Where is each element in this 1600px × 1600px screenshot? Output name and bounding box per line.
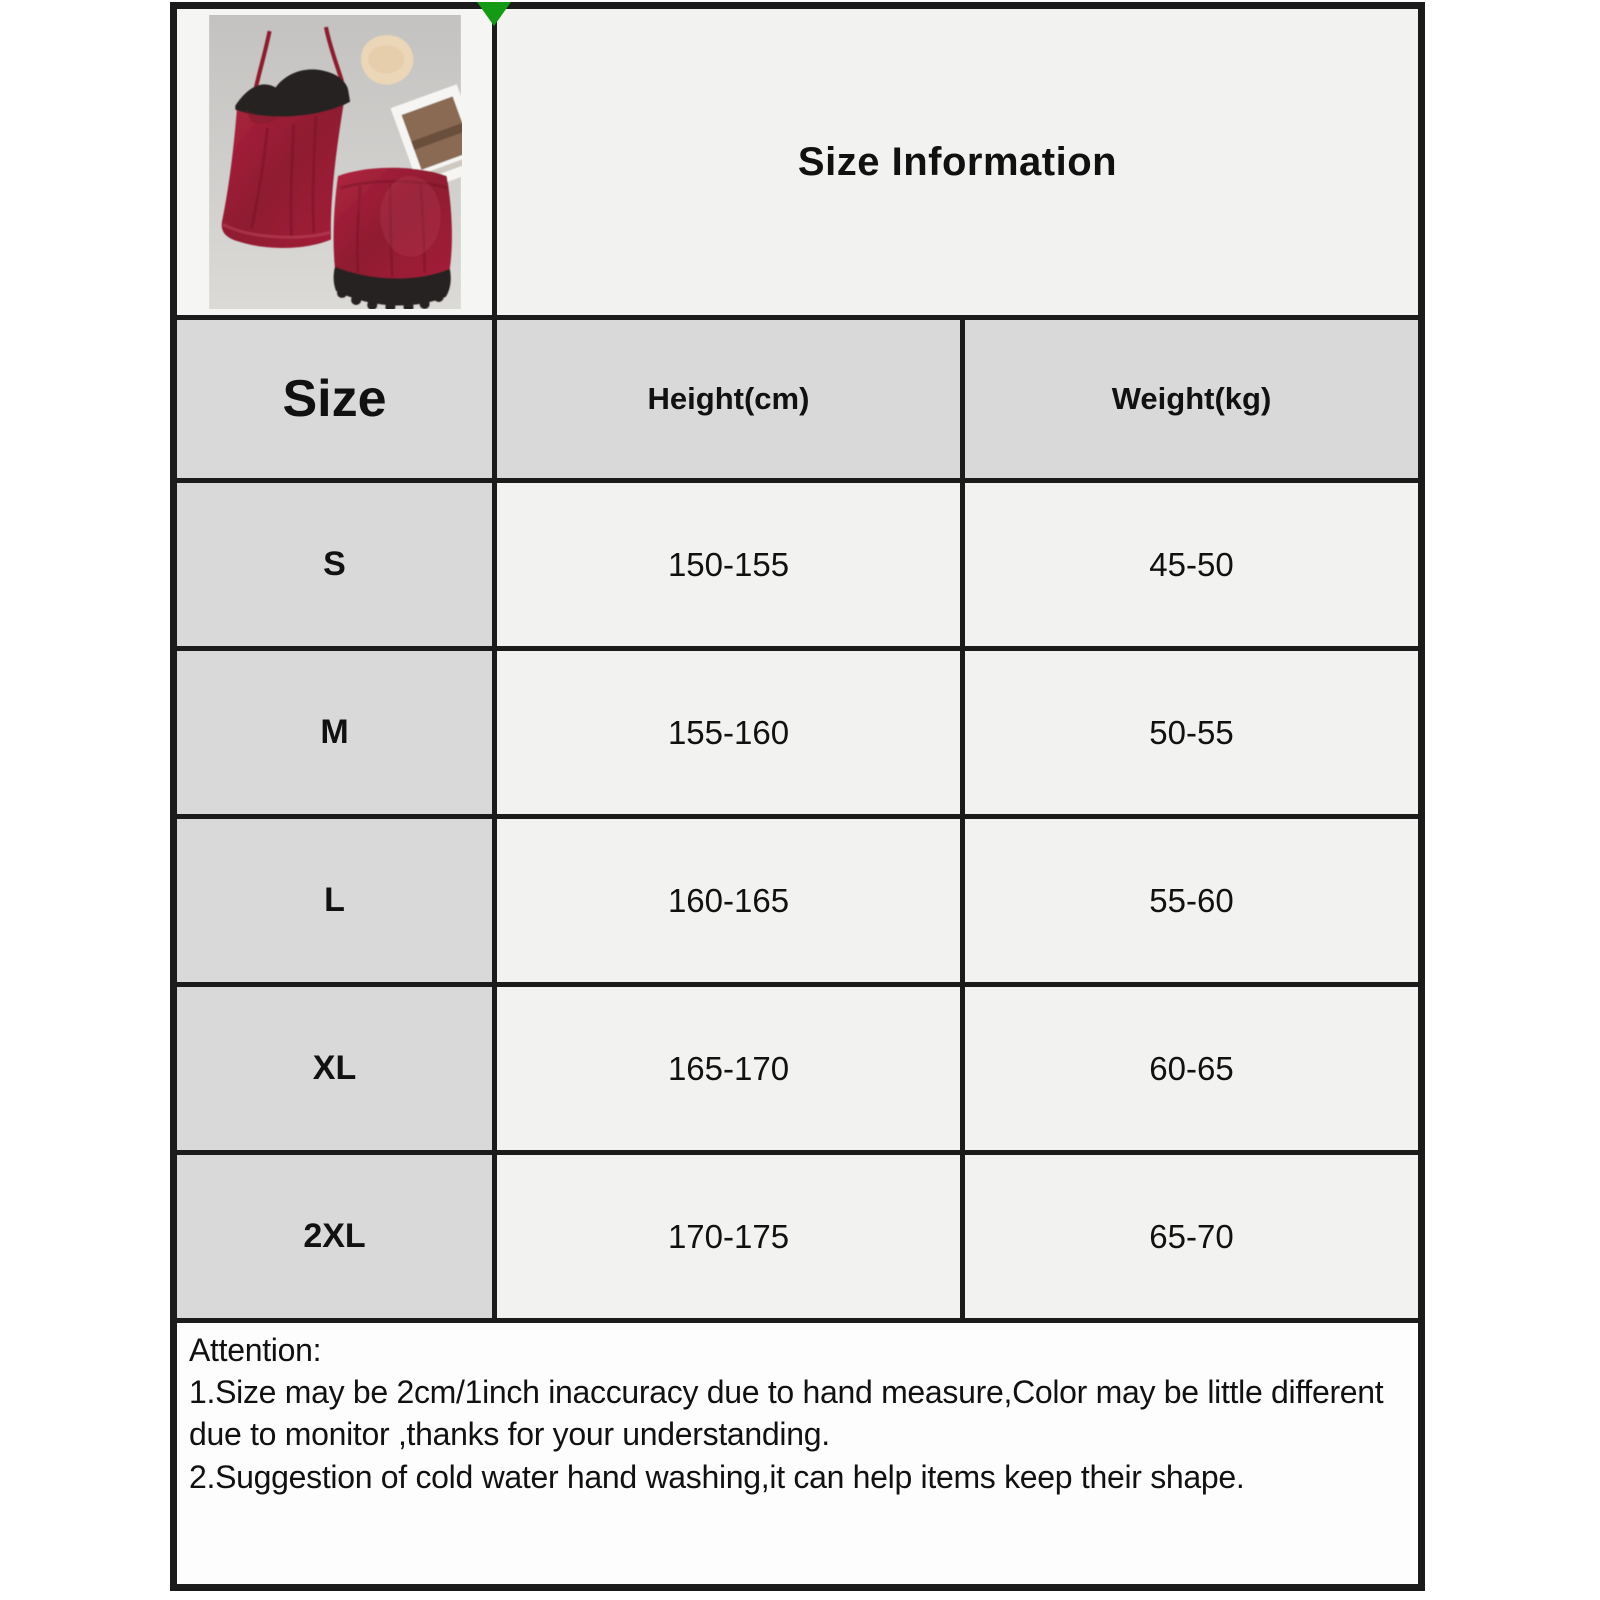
weight-value: 65-70 (965, 1155, 1418, 1318)
attention-line-2: 2.Suggestion of cold water hand washing,it can help items keep their shape. (189, 1458, 1245, 1495)
attention-title: Attention: (189, 1332, 322, 1368)
height-value: 155-160 (497, 651, 960, 814)
attention-line-1: 1.Size may be 2cm/1inch inaccuracy due to hand measure,Color may be little different due to monitor ,thanks for your understanding. (189, 1374, 1384, 1453)
green-corner-marker-icon (477, 2, 511, 26)
weight-value: 45-50 (965, 483, 1418, 646)
column-header-height: Height(cm) (497, 320, 960, 478)
weight-value: 50-55 (965, 651, 1418, 814)
shorts (333, 168, 451, 309)
column-header-weight: Weight(kg) (965, 320, 1418, 478)
size-row-label: S (177, 483, 492, 646)
height-value: 170-175 (497, 1155, 960, 1318)
weight-value: 55-60 (965, 819, 1418, 982)
size-row-label: 2XL (177, 1155, 492, 1318)
height-value: 160-165 (497, 819, 960, 982)
size-row-label: L (177, 819, 492, 982)
size-chart-table (170, 2, 1425, 1591)
size-information-header-cell (497, 9, 1418, 315)
attention-note (177, 1323, 1418, 1584)
height-value: 165-170 (497, 987, 960, 1150)
weight-value: 60-65 (965, 987, 1418, 1150)
product-photo-cell (177, 9, 492, 315)
page-title: Size Information (797, 139, 1118, 184)
product-photo (208, 15, 462, 309)
height-value: 150-155 (497, 483, 960, 646)
size-row-label: XL (177, 987, 492, 1150)
size-row-label: M (177, 651, 492, 814)
column-header-size: Size (177, 320, 492, 478)
